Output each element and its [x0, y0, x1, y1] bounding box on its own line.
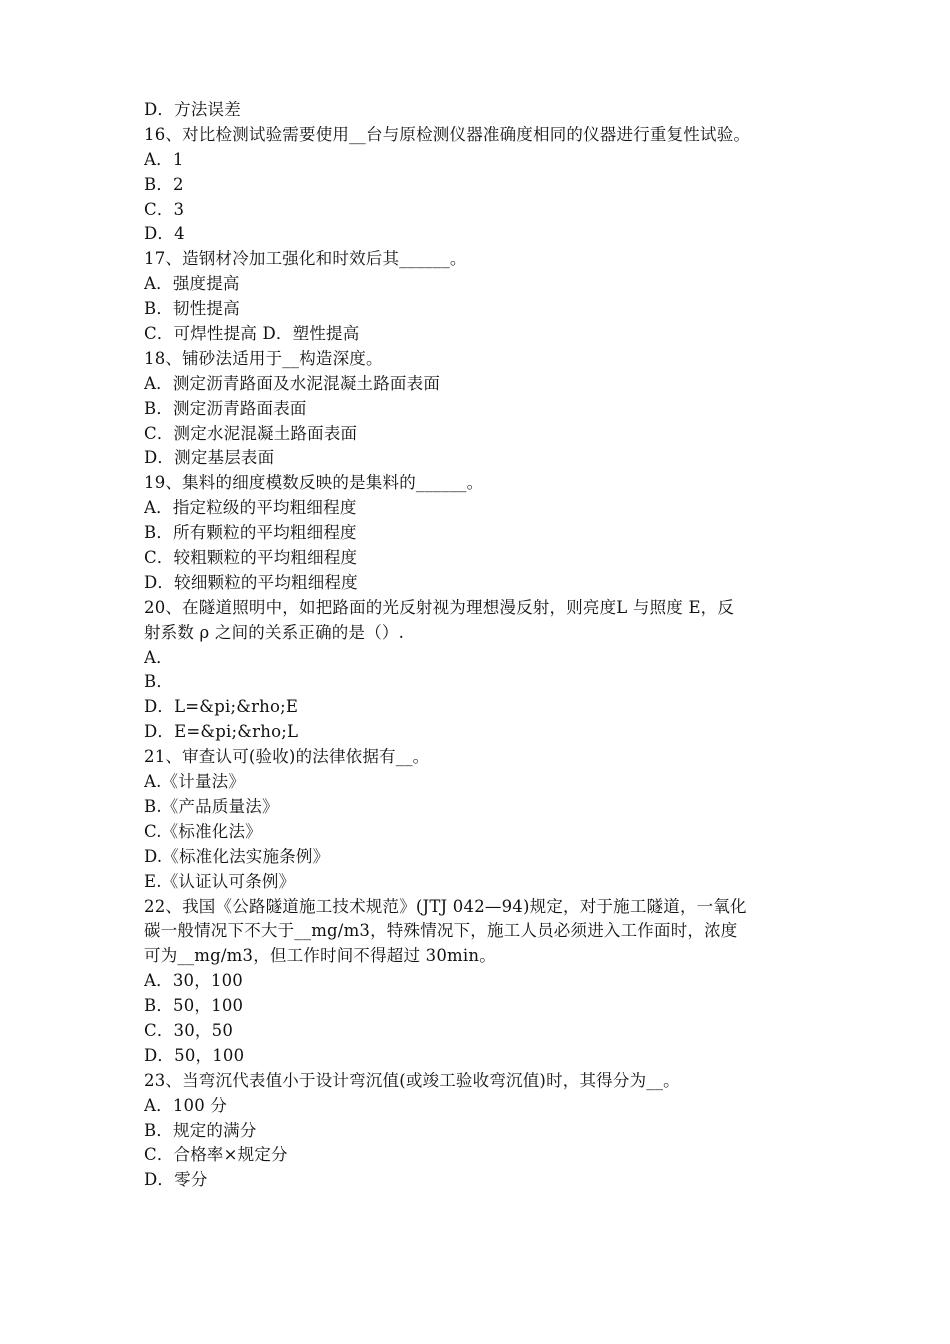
answer-option: D．方法误差	[144, 100, 241, 119]
answer-option: C．测定水泥混凝土路面表面	[144, 423, 358, 443]
answer-option: A．100 分	[144, 1095, 228, 1115]
answer-option: D．测定基层表面	[144, 448, 275, 468]
answer-option: D．E=&pi;&rho;L	[144, 722, 299, 742]
question-18: 18、铺砂法适用于__构造深度。	[144, 348, 383, 368]
answer-option: C．30，50	[144, 1020, 234, 1040]
answer-option: B．规定的满分	[144, 1120, 257, 1140]
answer-option: E.《认证认可条例》	[144, 871, 296, 891]
answer-option: B．2	[144, 174, 184, 194]
answer-option: D．4	[144, 224, 185, 244]
answer-option: D．零分	[144, 1170, 208, 1190]
answer-option: A．指定粒级的平均粗细程度	[144, 498, 357, 518]
answer-option: C.《标准化法》	[144, 821, 262, 841]
answer-option: C．3	[144, 199, 185, 219]
answer-option: A．测定沥青路面及水泥混凝土路面表面	[144, 373, 441, 393]
answer-option: D．50，100	[144, 1045, 245, 1065]
question-23: 23、当弯沉代表值小于设计弯沉值(或竣工验收弯沉值)时，其得分为__。	[144, 1070, 680, 1090]
question-22-continued: 可为__mg/m3，但工作时间不得超过 30min。	[144, 946, 496, 966]
question-16: 16、对比检测试验需要使用__台与原检测仪器准确度相同的仪器进行重复性试验。	[144, 124, 751, 144]
question-20-continued: 射系数 ρ 之间的关系正确的是（）.	[144, 622, 405, 642]
answer-option: A.《计量法》	[144, 772, 246, 792]
answer-option: A．1	[144, 149, 184, 169]
question-20: 20、在隧道照明中，如把路面的光反射视为理想漫反射，则亮度L 与照度 E，反	[144, 597, 735, 617]
question-19: 19、集料的细度模数反映的是集料的______。	[144, 473, 484, 493]
question-21: 21、审查认可(验收)的法律依据有__。	[144, 747, 430, 767]
answer-option: A．	[144, 647, 173, 667]
answer-option: D．较细颗粒的平均粗细程度	[144, 572, 358, 592]
question-22-continued: 碳一般情况下不大于__mg/m3，特殊情况下，施工人员必须进入工作面时，浓度	[144, 921, 738, 941]
answer-option: C．较粗颗粒的平均粗细程度	[144, 548, 358, 568]
answer-option: B．测定沥青路面表面	[144, 398, 307, 418]
answer-option: A．30，100	[144, 971, 244, 991]
answer-option: C．可焊性提高 D．塑性提高	[144, 324, 360, 344]
answer-option: C．合格率×规定分	[144, 1145, 288, 1165]
answer-option: B．韧性提高	[144, 299, 240, 319]
question-22: 22、我国《公路隧道施工技术规范》(JTJ 042—94)规定，对于施工隧道，一氧化	[144, 896, 747, 916]
answer-option: B．	[144, 672, 174, 692]
answer-option: B．所有颗粒的平均粗细程度	[144, 523, 357, 543]
answer-option: D．L=&pi;&rho;E	[144, 697, 299, 717]
answer-option: B．50，100	[144, 996, 244, 1016]
answer-option: D.《标准化法实施条例》	[144, 846, 330, 866]
answer-option: B.《产品质量法》	[144, 796, 279, 816]
answer-option: A．强度提高	[144, 274, 240, 294]
document-body	[144, 98, 824, 1193]
question-17: 17、造钢材冷加工强化和时效后其______。	[144, 249, 467, 269]
